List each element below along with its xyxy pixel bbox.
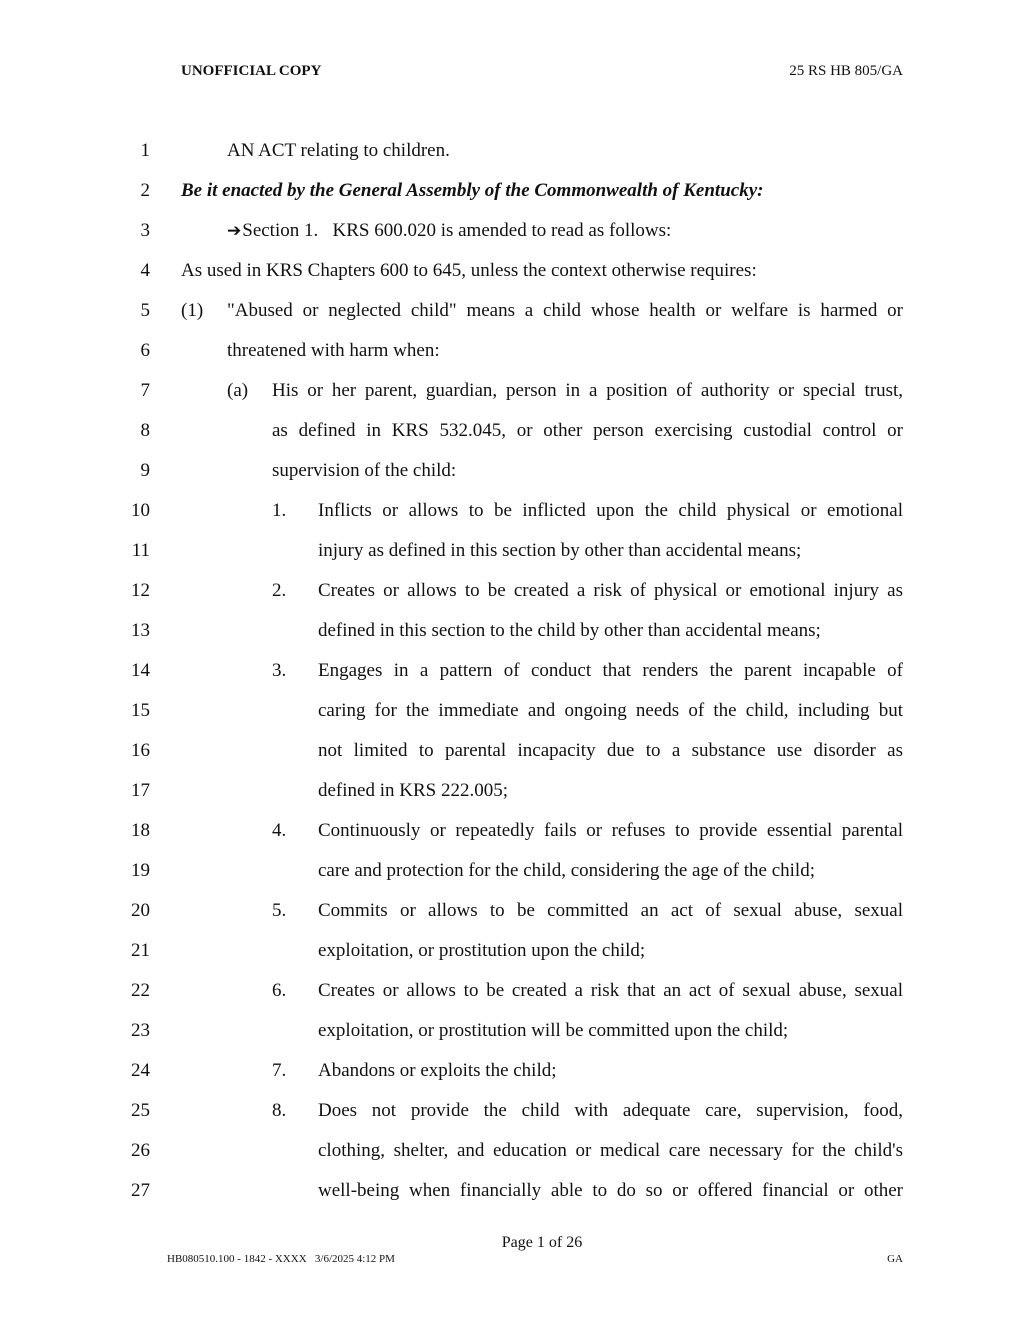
line-number: 24 (131, 1060, 150, 1081)
line-number: 15 (131, 700, 150, 721)
line-text: Commits or allows to be committed an act of sexual abuse, sexual (318, 900, 903, 921)
item-label: 1. (272, 500, 287, 521)
line-text: As used in KRS Chapters 600 to 645, unless the context otherwise requires: (181, 260, 757, 281)
document-line (0, 338, 1024, 364)
footer-initials: GA (887, 1253, 903, 1265)
line-number: 25 (131, 1100, 150, 1121)
line-text: threatened with harm when: (227, 340, 440, 361)
document-line (0, 218, 1024, 244)
line-text: Creates or allows to be created a risk of physical or emotional injury as (318, 580, 903, 601)
line-text: as defined in KRS 532.045, or other person exercising custodial control or (272, 420, 903, 441)
line-number: 8 (140, 420, 150, 441)
item-label: 8. (272, 1100, 287, 1121)
document-line (0, 138, 1024, 164)
document-line (0, 378, 1024, 404)
line-text: Continuously or repeatedly fails or refuses to provide essential parental (318, 820, 903, 841)
line-number: 1 (140, 140, 150, 161)
line-text: exploitation, or prostitution upon the child; (318, 940, 646, 961)
document-line (0, 258, 1024, 284)
item-label: 2. (272, 580, 287, 601)
line-text: defined in KRS 222.005; (318, 780, 508, 801)
line-text: not limited to parental incapacity due to a substance use disorder as (318, 740, 903, 761)
line-text: injury as defined in this section by other than accidental means; (318, 540, 802, 561)
line-number: 4 (140, 260, 150, 281)
document-line (0, 818, 1024, 844)
document-line (0, 658, 1024, 684)
line-number: 14 (131, 660, 150, 681)
line-number: 23 (131, 1020, 150, 1041)
line-number: 27 (131, 1180, 150, 1201)
line-text: well-being when financially able to do so or offered financial or other (318, 1180, 903, 1201)
line-number: 18 (131, 820, 150, 841)
act-title: AN ACT relating to children. (227, 140, 450, 161)
line-number: 2 (140, 180, 150, 201)
line-number: 11 (131, 540, 150, 561)
line-number: 5 (140, 300, 150, 321)
line-number: 3 (140, 220, 150, 241)
document-line (0, 498, 1024, 524)
document-line (0, 578, 1024, 604)
item-label: 5. (272, 900, 287, 921)
document-line (0, 898, 1024, 924)
enacting-clause: Be it enacted by the General Assembly of the Commonwealth of Kentucky: (181, 180, 764, 201)
arrow-right-icon: ➔ (227, 221, 242, 240)
document-line (0, 1178, 1024, 1204)
line-text: defined in this section to the child by other than accidental means; (318, 620, 821, 641)
document-line (0, 1018, 1024, 1044)
document-line (0, 1058, 1024, 1084)
line-number: 20 (131, 900, 150, 921)
line-text: Abandons or exploits the child; (318, 1060, 557, 1081)
line-number: 12 (131, 580, 150, 601)
page-number: Page 1 of 26 (501, 1234, 583, 1251)
line-number: 22 (131, 980, 150, 1001)
line-number: 19 (131, 860, 150, 881)
line-number: 17 (131, 780, 150, 801)
line-number: 13 (131, 620, 150, 641)
document-line (0, 618, 1024, 644)
line-number: 16 (131, 740, 150, 761)
header-bill-number: 25 RS HB 805/GA (789, 63, 903, 79)
document-line (0, 698, 1024, 724)
document-line (0, 178, 1024, 204)
document-line (0, 458, 1024, 484)
section-heading-text: Section 1. KRS 600.020 is amended to read as follows: (242, 220, 672, 241)
paragraph-label: (a) (227, 380, 249, 401)
document-line (0, 938, 1024, 964)
subsection-label: (1) (181, 300, 204, 321)
item-label: 6. (272, 980, 287, 1001)
line-number: 26 (131, 1140, 150, 1161)
line-text: exploitation, or prostitution will be committed upon the child; (318, 1020, 789, 1041)
item-label: 3. (272, 660, 287, 681)
document-line (0, 778, 1024, 804)
section-heading (227, 218, 671, 244)
line-text: care and protection for the child, considering the age of the child; (318, 860, 815, 881)
line-number: 7 (140, 380, 150, 401)
line-number: 21 (131, 940, 150, 961)
line-number: 6 (140, 340, 150, 361)
line-text: "Abused or neglected child" means a child whose health or welfare is harmed or (227, 300, 903, 321)
document-line (0, 298, 1024, 324)
item-label: 7. (272, 1060, 287, 1081)
line-text: Engages in a pattern of conduct that renders the parent incapable of (318, 660, 903, 681)
line-text: His or her parent, guardian, person in a position of authority or special trust, (272, 380, 903, 401)
document-line (0, 738, 1024, 764)
document-line (0, 1098, 1024, 1124)
line-number: 10 (131, 500, 150, 521)
document-line (0, 1138, 1024, 1164)
line-text: Inflicts or allows to be inflicted upon the child physical or emotional (318, 500, 903, 521)
line-text: Creates or allows to be created a risk that an act of sexual abuse, sexual (318, 980, 903, 1001)
line-text: supervision of the child: (272, 460, 457, 481)
line-number: 9 (140, 460, 150, 481)
footer-document-id: HB080510.100 - 1842 - XXXX 3/6/2025 4:12 PM (167, 1253, 395, 1265)
document-line (0, 858, 1024, 884)
document-line (0, 978, 1024, 1004)
document-line (0, 418, 1024, 444)
header-doc-status: UNOFFICIAL COPY (181, 63, 322, 79)
item-label: 4. (272, 820, 287, 841)
document-line (0, 538, 1024, 564)
line-text: caring for the immediate and ongoing needs of the child, including but (318, 700, 903, 721)
line-text: Does not provide the child with adequate care, supervision, food, (318, 1100, 903, 1121)
line-text: clothing, shelter, and education or medical care necessary for the child's (318, 1140, 903, 1161)
